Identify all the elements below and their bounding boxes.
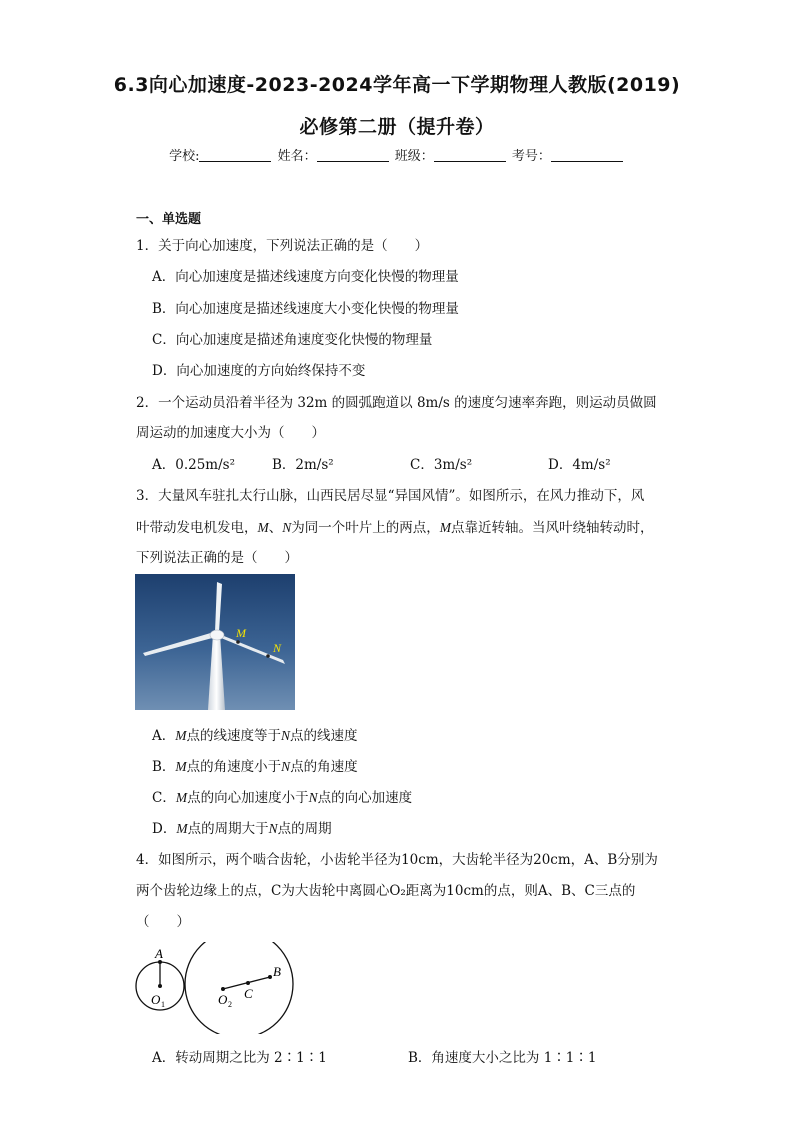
exam-number-label: 考号： [511,149,551,164]
q4-option-b: B．角速度大小之比为 1∶1∶1 [408,1050,597,1066]
diagram-label-a: A [155,946,163,961]
name-label: 姓名： [277,149,317,164]
option-text: 点的向心加速度 [317,790,413,806]
q4-stem-line2: 两个齿轮边缘上的点，C为大齿轮中离圆心O₂距离为10cm的点，则A、B、C三点的 [136,883,636,899]
page-subtitle: 必修第二册（提升卷） [299,116,495,138]
name-blank [317,161,389,162]
q2-option-a: A．0.25m/s² [152,457,235,473]
q3-option-b [152,755,358,775]
option-letter: A． [152,728,176,744]
wind-turbine-photo [135,574,295,710]
class-label: 班级： [394,149,434,164]
q3-text: 点靠近转轴。当风叶绕轴转动时， [451,520,654,536]
point-m: M [175,790,188,805]
q2-stem-line2: 周运动的加速度大小为（ ） [136,425,325,441]
option-text: 点的角速度 [290,759,358,775]
point-m: M [176,821,188,836]
q4-option-a: A．转动周期之比为 2∶1∶1 [152,1050,327,1066]
point-m: M [175,759,187,774]
option-text: 点的线速度等于 [186,728,281,744]
point-n: N [281,759,291,774]
q4-stem-line1: 4．如图所示，两个啮合齿轮，小齿轮半径为10cm，大齿轮半径为20cm，A、B分别为 [136,852,658,868]
page-title: 6.3向心加速度-2023-2024学年高一下学期物理人教版(2019) [113,74,681,96]
option-text: 点的向心加速度小于 [187,790,309,806]
q2-option-c: C．3m/s² [410,457,473,473]
q3-point-m: M [439,520,452,535]
q3-option-d [152,817,332,837]
q1-stem: 1．关于向心加速度，下列说法正确的是（ ） [136,238,429,254]
point-n: N [268,821,278,836]
class-blank [434,161,506,162]
q1-option-a: A．向心加速度是描述线速度方向变化快慢的物理量 [152,269,459,285]
diagram-label-o2-sub: 2 [228,1000,232,1009]
gear-diagram [132,942,302,1034]
school-blank [199,161,271,162]
q1-option-b: B．向心加速度是描述线速度大小变化快慢的物理量 [152,301,459,317]
q3-stem-line2 [136,516,654,536]
option-text: 点的周期 [277,821,332,837]
turbine-label-m: M [236,626,246,640]
option-letter: D． [152,821,177,837]
option-text: 点的角速度小于 [186,759,282,775]
student-info-row [0,145,794,164]
point-n: N [308,790,318,805]
exam-number-blank [551,161,623,162]
option-letter: C． [152,790,176,806]
point-n: N [281,728,291,743]
diagram-label-o1: O [151,992,161,1007]
option-text: 点的线速度 [290,728,358,744]
q2-stem-line1: 2．一个运动员沿着半径为 32m 的圆弧跑道以 8m/s 的速度匀速率奔跑，则运动员做圆 [136,395,657,411]
point-m: M [175,728,187,743]
section-title: 一、单选题 [136,212,202,227]
diagram-label-b: B [273,964,281,979]
q3-point-m: M [257,520,269,535]
q1-option-c: C．向心加速度是描述角速度变化快慢的物理量 [152,332,433,348]
q2-option-d: D．4m/s² [548,457,611,473]
q2-option-b: B．2m/s² [272,457,334,473]
option-text: 点的周期大于 [187,821,269,837]
q4-stem-line3: （ ） [136,914,190,930]
large-gear-circle [185,942,293,1034]
q3-text: 为同一个叶片上的两点， [291,520,440,536]
option-letter: B． [152,759,176,775]
diagram-label-o2: O [218,992,228,1007]
diagram-label-o1-sub: 1 [161,1000,165,1009]
q3-text: 叶带动发电机发电， [136,520,258,536]
q3-text: 、 [268,520,283,536]
diagram-label-c: C [244,986,253,1001]
q3-option-c [152,786,412,806]
q3-stem-line1: 3．大量风车驻扎太行山脉，山西民居尽显“异国风情”。如图所示，在风力推动下，风 [136,488,645,504]
q3-option-a [152,724,358,744]
school-label: 学校: [169,149,200,164]
turbine-label-n: N [273,641,282,655]
q3-stem-line3: 下列说法正确的是（ ） [136,550,298,566]
q3-point-n: N [282,520,292,535]
q1-option-d: D．向心加速度的方向始终保持不变 [152,363,366,379]
